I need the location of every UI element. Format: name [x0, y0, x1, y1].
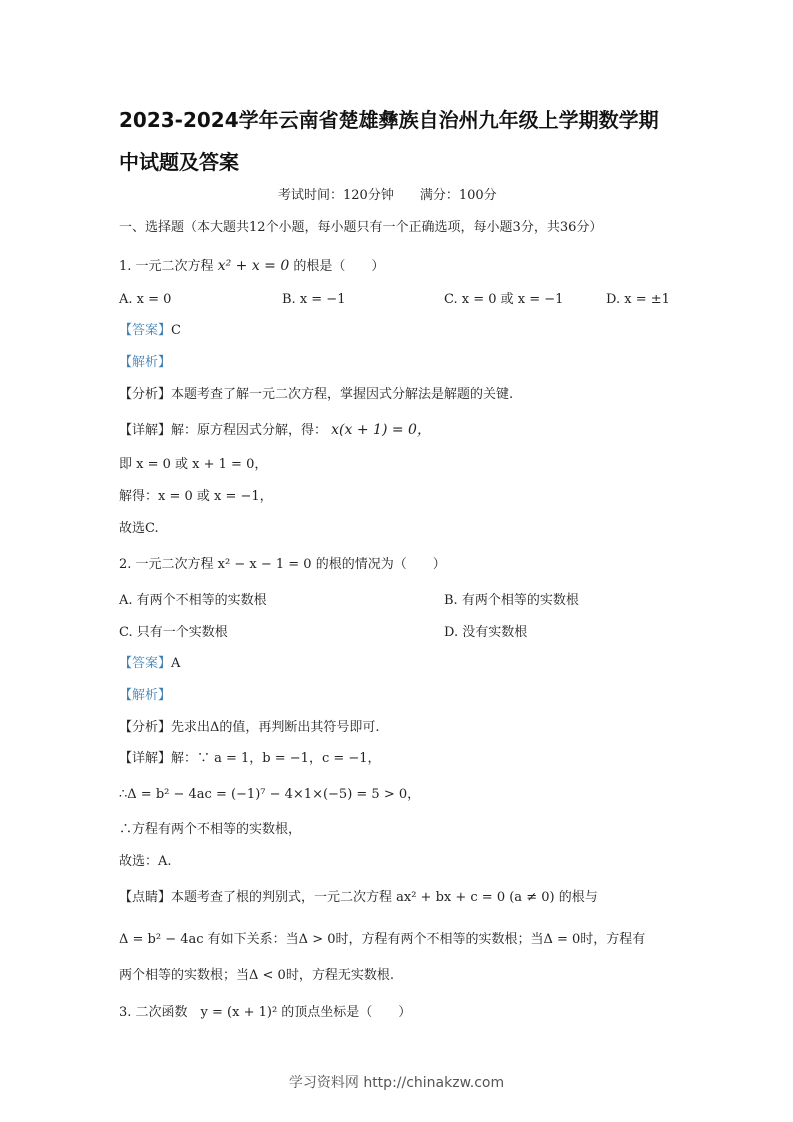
- q1-answer-value: C: [171, 323, 181, 338]
- q1-detail: [119, 421, 431, 440]
- q1-step2: 解得：x = 0 或 x = −1，: [119, 489, 273, 504]
- question-1-suffix: 的根是（ ）: [293, 259, 385, 274]
- q2-conclusion: 故选：A.: [119, 854, 172, 869]
- question-2-stem: 2. 一元二次方程 x² − x − 1 = 0 的根的情况为（ ）: [119, 557, 446, 572]
- q2-remark-line3: 两个相等的实数根；当Δ < 0时，方程无实数根.: [119, 968, 394, 983]
- q2-answer-value: A: [171, 656, 181, 671]
- q2-delta: ∴Δ = b² − 4ac = (−1)⁷ − 4×1×(−5) = 5 > 0，: [119, 787, 421, 802]
- q1-analysis: 【分析】本题考查了解一元二次方程，掌握因式分解法是解题的关键.: [119, 387, 514, 402]
- document-title-line2: 中试题及答案: [119, 150, 239, 174]
- q2-remark-line2: Δ = b² − 4ac 有如下关系：当Δ > 0时，方程有两个不相等的实数根；当Δ = 0时，方程有: [119, 932, 646, 947]
- q2-result: ∴方程有两个不相等的实数根，: [119, 822, 302, 837]
- section-heading: 一、选择题（本大题共12个小题，每小题只有一个正确选项，每小题3分，共36分）: [119, 220, 603, 235]
- q2-analysis: 【分析】先求出Δ的值，再判断出其符号即可.: [119, 720, 380, 735]
- q2-option-a: A. 有两个不相等的实数根: [119, 593, 267, 608]
- question-1-stem: [119, 257, 384, 276]
- question-3-stem: 3. 二次函数 y = (x + 1)² 的顶点坐标是（ ）: [119, 1005, 412, 1020]
- q1-option-b: B. x = −1: [282, 292, 346, 307]
- q1-option-d: D. x = ±1: [606, 292, 670, 307]
- q2-option-b: B. 有两个相等的实数根: [444, 593, 579, 608]
- q2-jiexi-tag: 【解析】: [119, 688, 172, 703]
- q2-answer-tag: 【答案】: [119, 656, 172, 671]
- q1-answer: [119, 322, 181, 340]
- q1-detail-text: 【详解】解：原方程因式分解，得：: [119, 423, 328, 438]
- q2-remark-line1: 【点睛】本题考查了根的判别式，一元二次方程 ax² + bx + c = 0 (a ≠ 0) 的根与: [119, 890, 598, 905]
- q1-step1: 即 x = 0 或 x + 1 = 0，: [119, 457, 268, 472]
- q2-detail: 【详解】解：∵ a = 1，b = −1，c = −1，: [119, 751, 381, 766]
- page-footer: 学习资料网 http://chinakzw.com: [288, 1075, 505, 1091]
- q2-option-d: D. 没有实数根: [444, 625, 528, 640]
- q1-option-c: C. x = 0 或 x = −1: [444, 292, 564, 307]
- question-1-prefix: 1. 一元二次方程: [119, 259, 214, 274]
- q2-option-c: C. 只有一个实数根: [119, 625, 228, 640]
- q1-detail-equation: x(x + 1) = 0，: [331, 422, 431, 438]
- document-title-line1: 2023-2024学年云南省楚雄彝族自治州九年级上学期数学期: [119, 108, 659, 132]
- q1-answer-tag: 【答案】: [119, 323, 172, 338]
- q2-answer: [119, 655, 180, 673]
- q1-jiexi-tag: 【解析】: [119, 355, 172, 370]
- exam-info: 考试时间：120分钟 满分：100分: [278, 188, 497, 203]
- question-1-equation: x² + x = 0: [217, 258, 290, 274]
- q1-conclusion: 故选C.: [119, 521, 159, 536]
- q1-option-a: A. x = 0: [119, 292, 172, 307]
